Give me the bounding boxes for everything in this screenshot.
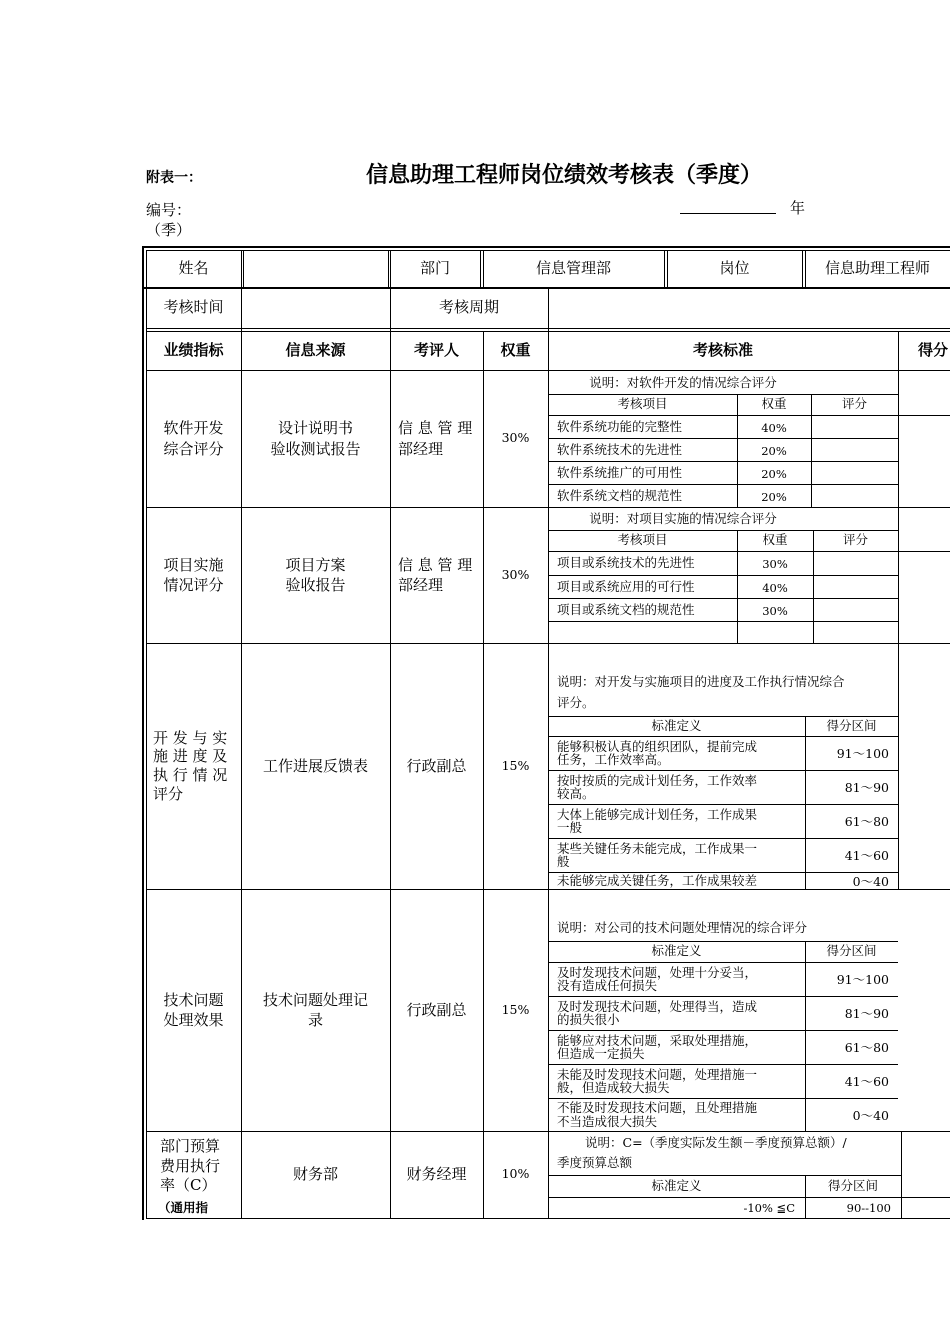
item-weight: 40% [761, 420, 787, 435]
dept-value: 信息管理部 [535, 259, 611, 278]
sub-header: 标准定义 [651, 1177, 702, 1193]
weight-cell: 10% [501, 1166, 530, 1182]
criteria-def: -10% ≦C [743, 1200, 795, 1215]
criteria-def: 未能够完成关键任务，工作成果较差 [557, 872, 758, 888]
item-weight: 40% [762, 580, 788, 595]
year-label: 年 [790, 199, 806, 217]
indicator-cell: 部门预算 费用执行 率（C） [160, 1137, 221, 1194]
period-label: 考核周期 [438, 298, 499, 317]
weight-cell: 15% [501, 757, 530, 773]
weight-cell: 15% [501, 1001, 530, 1017]
reviewer-cell: 信 息 管 理 部经理 [398, 555, 473, 594]
period-field[interactable] [548, 287, 950, 328]
indicator-note: （通用指 [158, 1200, 209, 1215]
criteria-range: 41～60 [844, 848, 889, 863]
note-text: 说明：对公司的技术问题处理情况的综合评分 [557, 920, 808, 936]
criteria-range: 91～100 [836, 746, 889, 761]
sub-header: 得分区间 [826, 943, 877, 959]
sub-header: 标准定义 [651, 717, 702, 733]
item-weight: 20% [761, 443, 787, 458]
criteria-range: 81～90 [844, 780, 889, 795]
position-value: 信息助理工程师 [824, 259, 930, 278]
item-weight: 20% [761, 466, 787, 481]
source-cell: 工作进展反馈表 [262, 756, 368, 775]
item-weight: 20% [761, 489, 787, 504]
reviewer-cell: 信 息 管 理 部经理 [398, 419, 473, 458]
sub-header: 权重 [761, 396, 787, 412]
indicator-cell: 软件开发 综合评分 [163, 419, 224, 458]
time-label: 考核时间 [163, 298, 224, 317]
criteria-range: 81～90 [844, 1006, 889, 1021]
weight-cell: 30% [501, 430, 530, 446]
position-label: 岗位 [719, 259, 750, 278]
name-field[interactable] [243, 250, 388, 287]
col-source: 信息来源 [285, 341, 346, 360]
reviewer-cell: 行政副总 [406, 756, 467, 775]
col-score: 得分 [918, 341, 949, 360]
item-name: 软件系统功能的完整性 [557, 418, 683, 434]
dept-label: 部门 [419, 259, 450, 278]
criteria-def: 及时发现技术问题，处理十分妥当， 没有造成任何损失 [557, 964, 758, 993]
number-label: 编号： [146, 201, 192, 219]
indicator-cell: 项目实施 情况评分 [163, 555, 224, 594]
criteria-def: 不能及时发现技术问题，且处理措施 不当造成很大损失 [557, 1100, 758, 1129]
source-cell: 项目方案 验收报告 [285, 555, 346, 594]
criteria-range: 91～100 [836, 972, 889, 987]
season-label: （季） [146, 221, 192, 239]
item-name: 软件系统推广的可用性 [557, 464, 683, 480]
note-text: 说明：对软件开发的情况综合评分 [589, 374, 777, 390]
criteria-def: 未能及时发现技术问题，处理措施一 般，但造成较大损失 [557, 1066, 758, 1095]
weight-cell: 30% [501, 566, 530, 582]
appendix-label: 附表一： [146, 170, 202, 186]
source-cell: 设计说明书 验收测试报告 [270, 419, 361, 458]
criteria-range: 90--100 [846, 1200, 891, 1215]
item-weight: 30% [762, 603, 788, 618]
criteria-range: 0～40 [852, 1107, 889, 1123]
sub-header: 评分 [841, 396, 867, 412]
note-text: 说明：对项目实施的情况综合评分 [589, 511, 777, 527]
sub-header: 考核项目 [617, 396, 668, 412]
sub-header: 得分区间 [827, 1177, 878, 1193]
sub-header: 权重 [762, 532, 788, 548]
item-name: 软件系统文档的规范性 [557, 487, 683, 503]
criteria-def: 大体上能够完成计划任务，工作成果 一般 [557, 806, 758, 835]
criteria-def: 及时发现技术问题，处理得当，造成 的损失很小 [557, 998, 758, 1027]
item-name: 项目或系统文档的规范性 [557, 601, 695, 617]
criteria-def: 能够积极认真的组织团队，提前完成 任务，工作效率高。 [557, 738, 758, 767]
source-cell: 技术问题处理记 录 [262, 990, 368, 1029]
item-name: 项目或系统应用的可行性 [557, 578, 695, 594]
item-name: 项目或系统技术的先进性 [557, 555, 695, 571]
criteria-def: 某些关键任务未能完成，工作成果一 般 [557, 840, 758, 869]
sub-header: 评分 [842, 532, 868, 548]
col-weight: 权重 [500, 341, 531, 360]
criteria-range: 61～80 [844, 1040, 889, 1055]
sub-header: 考核项目 [617, 532, 668, 548]
year-underline [680, 213, 776, 214]
indicator-cell: 技术问题 处理效果 [163, 990, 224, 1029]
indicator-cell: 开 发 与 实 施 进 度 及 执 行 情 况 评分 [153, 728, 228, 803]
note-text: 说明：对开发与实施项目的进度及工作执行情况综合 评分。 [557, 673, 845, 710]
page-title: 信息助理工程师岗位绩效考核表（季度） [366, 162, 763, 188]
criteria-range: 61～80 [844, 814, 889, 829]
criteria-range: 41～60 [844, 1074, 889, 1089]
note-text: 说明：C=（季度实际发生额－季度预算总额）/ 季度预算总额 [557, 1135, 847, 1170]
reviewer-cell: 行政副总 [406, 1000, 467, 1019]
sub-header: 标准定义 [651, 943, 702, 959]
item-weight: 30% [762, 557, 788, 572]
criteria-range: 0～40 [852, 873, 889, 889]
criteria-def: 能够应对技术问题，采取处理措施， 但造成一定损失 [557, 1032, 758, 1061]
col-standard: 考核标准 [692, 341, 753, 360]
item-name: 软件系统技术的先进性 [557, 441, 683, 457]
reviewer-cell: 财务经理 [406, 1165, 467, 1184]
time-field[interactable] [241, 287, 390, 328]
source-cell: 财务部 [292, 1165, 338, 1184]
criteria-def: 按时按质的完成计划任务，工作效率 较高。 [557, 772, 758, 801]
name-label: 姓名 [178, 259, 209, 278]
col-reviewer: 考评人 [413, 341, 459, 360]
col-indicator: 业绩指标 [163, 341, 224, 360]
sub-header: 得分区间 [826, 717, 877, 733]
